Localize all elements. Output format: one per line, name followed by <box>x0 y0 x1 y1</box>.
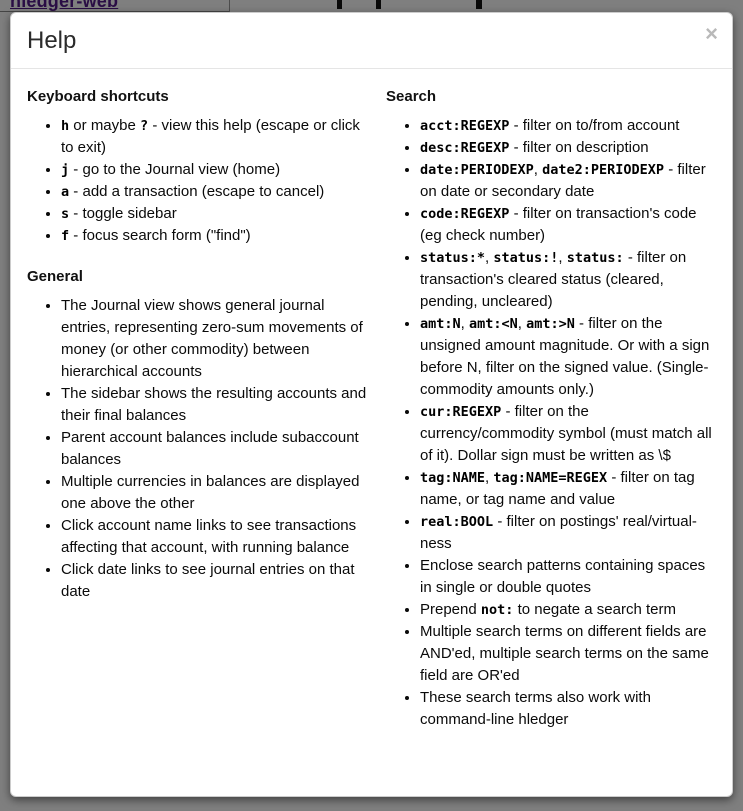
code-term: date:PERIODEXP <box>420 162 534 178</box>
list-item: • Click account name links to see transactions affecting that account, with running balance <box>61 515 372 559</box>
list-item: • h or maybe ? - view this help (escape or click to exit) <box>61 115 372 159</box>
list-item: • Click date links to see journal entries on that date <box>61 559 372 603</box>
list-item: • s - toggle sidebar <box>61 203 372 225</box>
code-term: ? <box>140 118 149 134</box>
list-item: • These search terms also work with command-line hledger <box>420 687 714 731</box>
code-term: tag:NAME <box>420 470 486 486</box>
code-term: amt:<N <box>468 316 518 332</box>
code-term: f <box>61 228 70 244</box>
code-term: desc:REGEXP <box>420 140 510 156</box>
help-list <box>27 115 372 247</box>
code-term: real:BOOL <box>420 514 494 530</box>
code-term: s <box>61 206 70 222</box>
list-item: • Enclose search patterns containing spaces in single or double quotes <box>420 555 714 599</box>
list-item: • status:*, status:!, status: - filter on transaction's cleared status (cleared, pending, uncleared) <box>420 247 714 313</box>
list-item: • real:BOOL - filter on postings' real/virtual-ness <box>420 511 714 555</box>
modal-body <box>11 69 732 761</box>
list-item: • Parent account balances include subaccount balances <box>61 427 372 471</box>
code-term: h <box>61 118 70 134</box>
help-section <box>27 268 372 603</box>
list-item: • Multiple search terms on different fields are AND'ed, multiple search terms on the same field are OR'ed <box>420 621 714 687</box>
list-item: • amt:N, amt:<N, amt:>N - filter on the unsigned amount magnitude. Or with a sign before N, filter on the signed value. (Single-commodity amounts only.) <box>420 313 714 401</box>
code-term: amt:N <box>420 316 461 332</box>
list-item: • Prepend not: to negate a search term <box>420 599 714 621</box>
code-term: tag:NAME=REGEX <box>493 470 608 486</box>
code-term: amt:>N <box>526 316 575 332</box>
code-term: status:* <box>420 250 486 266</box>
modal-title: Help <box>27 27 77 54</box>
list-item: • desc:REGEXP - filter on description <box>420 137 714 159</box>
help-list <box>386 115 714 731</box>
help-modal <box>10 12 733 797</box>
list-item: • cur:REGEXP - filter on the currency/commodity symbol (must match all of it). Dollar sign must be written as \$ <box>420 401 714 467</box>
list-item: • acct:REGEXP - filter on to/from account <box>420 115 714 137</box>
list-item: • date:PERIODEXP, date2:PERIODEXP - filter on date or secondary date <box>420 159 714 203</box>
code-term: date2:PERIODEXP <box>542 162 665 178</box>
list-item: • The sidebar shows the resulting accounts and their final balances <box>61 383 372 427</box>
section-heading: General <box>27 268 83 285</box>
code-term: status: <box>566 250 624 266</box>
code-term: cur:REGEXP <box>420 404 502 420</box>
code-term: status:! <box>493 250 559 266</box>
list-item: • The Journal view shows general journal entries, representing zero-sum movements of money (or other commodity) between hierarchical accounts <box>61 295 372 383</box>
help-list <box>27 295 372 603</box>
list-item: • Multiple currencies in balances are displayed one above the other <box>61 471 372 515</box>
help-column-left <box>27 88 386 741</box>
list-item: • f - focus search form ("find") <box>61 225 372 247</box>
code-term: j <box>61 162 70 178</box>
section-heading: Keyboard shortcuts <box>27 88 169 105</box>
code-term: acct:REGEXP <box>420 118 510 134</box>
code-term: not: <box>480 602 514 618</box>
list-item: • code:REGEXP - filter on transaction's code (eg check number) <box>420 203 714 247</box>
close-icon[interactable]: × <box>705 21 718 46</box>
modal-header <box>11 13 732 69</box>
list-item: • j - go to the Journal view (home) <box>61 159 372 181</box>
help-column-right <box>386 88 716 741</box>
list-item: • tag:NAME, tag:NAME=REGEX - filter on tag name, or tag name and value <box>420 467 714 511</box>
help-section <box>27 88 372 247</box>
code-term: code:REGEXP <box>420 206 510 222</box>
help-section <box>386 88 714 731</box>
code-term: a <box>61 184 70 200</box>
list-item: • a - add a transaction (escape to cancel) <box>61 181 372 203</box>
section-heading: Search <box>386 88 437 105</box>
